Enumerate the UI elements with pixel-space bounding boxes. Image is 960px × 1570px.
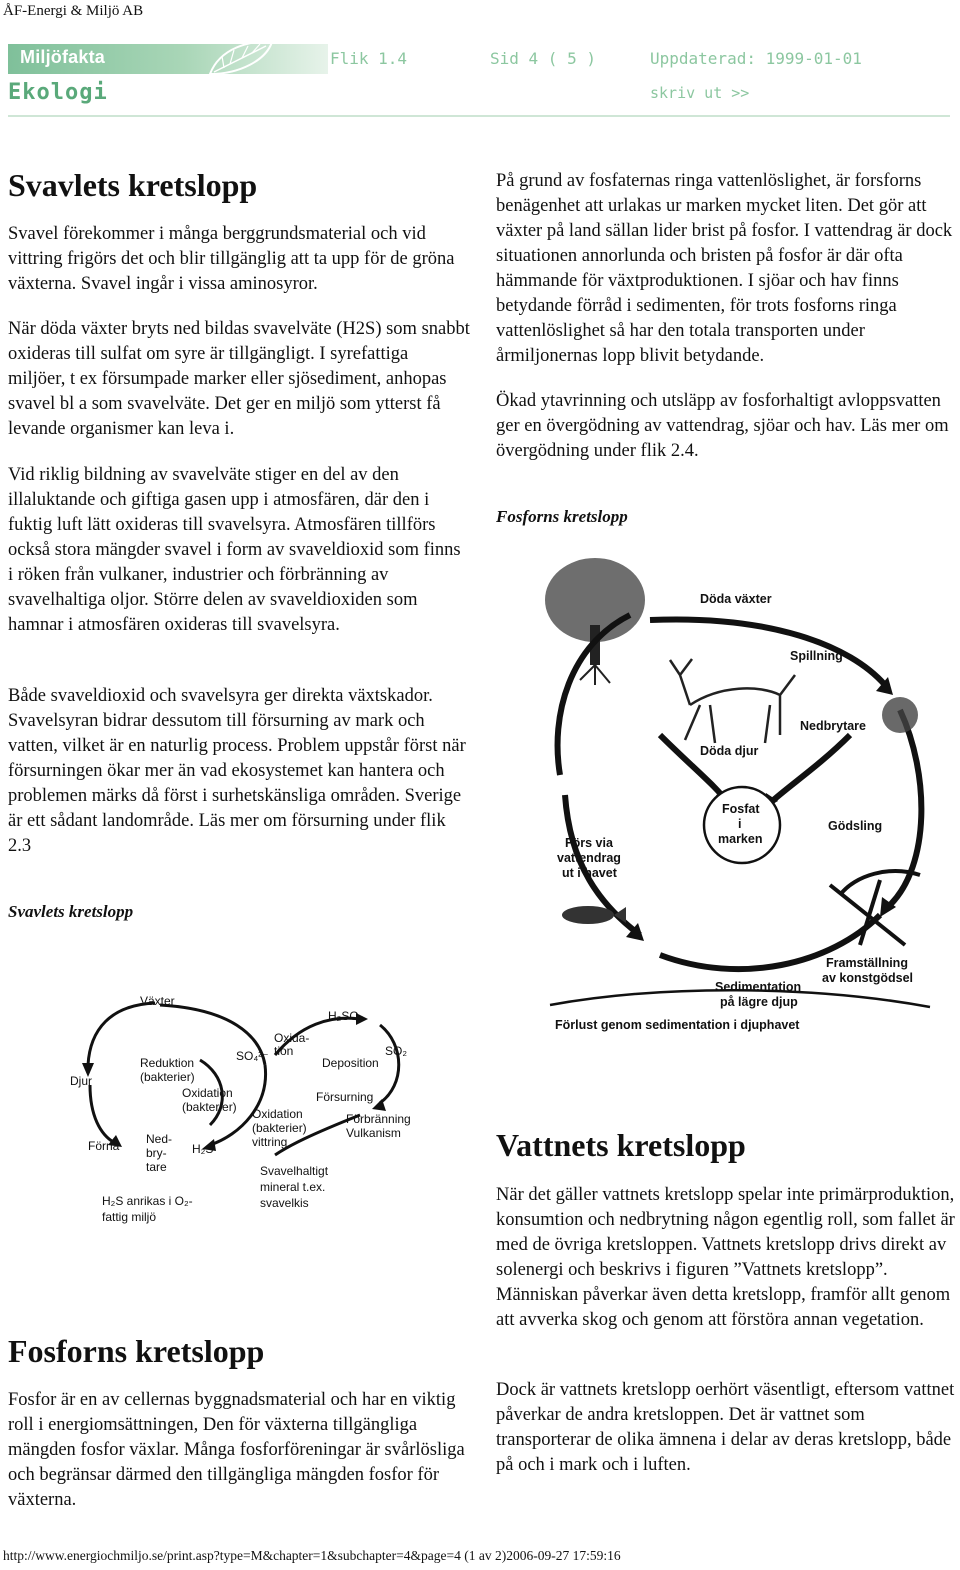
label-forbranning: Förbränning (346, 1112, 411, 1126)
label-reduktion: Reduktion (140, 1056, 195, 1070)
svavel-paragraph-1: Svavel förekommer i många berggrundsmaterial och vid vittring frigörs det och blir tillgänglig att ta upp för de gröna växterna. Svavel ingår i vissa aminosyror. (8, 224, 455, 294)
section-title: Ekologi (8, 80, 108, 105)
label-oxidation-b: (bakterier) (182, 1100, 237, 1114)
label-doda-vaxter: Döda växter (700, 592, 772, 606)
tree-icon (545, 558, 645, 685)
svavel-caption: Svavlets kretslopp (8, 902, 134, 921)
label-fors-a: Förs via (565, 836, 613, 850)
fosfor-paragraph-2: På grund av fosfaternas ringa vattenlöslighet, är forsforns benägenhet att urlakas ur marken mycket liten. Det gör att växter på land sällan lider brist på fosfor. I vattendrag är dock situationen annorlunda och bristen på fosfor är där ofta hämmande för växtproduktionen. I sjöar och hav finns betydande förråd i sedimenten, för trots fosforns ringa vattenlöslighet så har den totala transporten under årmiljonernas lopp blivit betydande. (496, 171, 953, 366)
label-oxidation-tion-a: Oxida- (274, 1031, 310, 1045)
vatten-paragraph-2: Dock är vattnets kretslopp oerhört väsentligt, eftersom vattnet påverkar de andra kretsloppen. Det är vattnet som transporterar de olika ämnena i delar av deras kretslopp, både på och i mark och i luften. (496, 1380, 955, 1475)
label-oxidation-a: Oxidation (182, 1086, 233, 1100)
label-fors-c: ut i havet (562, 866, 617, 880)
label-nedbrytare-a: Ned- (146, 1132, 173, 1146)
label-oxidation-tion-b: tion (274, 1044, 294, 1058)
label-fors-b: vattendrag (557, 851, 621, 865)
label-nedbrytare: Nedbrytare (800, 719, 866, 733)
label-h2s-anrikas-a: H₂S anrikas i O₂- (102, 1194, 193, 1208)
label-framst-a: Framställning (826, 956, 908, 970)
label-nedbrytare-c: tare (146, 1160, 167, 1174)
label-so2: SO₂ (385, 1044, 407, 1058)
fosfor-title: Fosforns kretslopp (8, 1333, 265, 1369)
vatten-title: Vattnets kretslopp (496, 1127, 746, 1163)
updated-date: Uppdaterad: 1999-01-01 (650, 49, 862, 68)
flik-label: Flik 1.4 (330, 49, 408, 68)
label-sed-b: på lägre djup (720, 995, 798, 1009)
company-name: ÅF-Energi & Miljö AB (3, 3, 144, 19)
label-mineral-b: mineral t.ex. (260, 1180, 326, 1194)
vatten-paragraph-1: När det gäller vattnets kretslopp spelar inte primärproduktion, konsumtion och nedbrytning någon egentlig roll, som fallet är med de övriga kretsloppen. Vattnets kretslopp drivs direkt av solenergi och beskrivs i figuren ”Vattnets kretslopp”. Människan påverkar även detta kretslopp, framför allt genom att avverka skog och genom att förstöra annan vegetation. (496, 1185, 955, 1330)
label-reduktion-bakterier: (bakterier) (140, 1070, 195, 1084)
label-fosfat-i: i (738, 817, 742, 831)
label-oxidation-vittring-c: vittring (252, 1135, 288, 1149)
label-godsling: Gödsling (828, 819, 883, 833)
fosfor-paragraph-1: Fosfor är en av cellernas byggnadsmaterial och har en viktig roll i energiomsättningen, Den för växterna tillgängliga mängden fosfor växlar. Många fosforföreningar är svårlösliga och begränsar därmed den tillgängliga mängden fosfor för växterna. (8, 1390, 465, 1510)
fosfor-paragraph-3: Ökad ytavrinning och utsläpp av fosforhaltigt avloppsvatten ger en övergödning av vattendrag, sjöar och hav. Läs mer om övergödning under flik 2.4. (496, 391, 949, 461)
svavel-paragraph-2: När döda växter bryts ned bildas svavelväte (H2S) som snabbt oxideras till sulfat om syre är tillgängligt. I syrefattiga miljöer, t ex försumpade marker eller sjösediment, anhopas svavel bl a som svavelväte. Det ger en miljö som ytterst få levande organismer kan leva i. (8, 319, 470, 439)
label-mineral-a: Svavelhaltigt (260, 1164, 329, 1178)
label-nedbrytare-b: bry- (146, 1146, 167, 1160)
header-divider (8, 115, 950, 117)
label-h2s: H₂S (192, 1142, 214, 1156)
svavel-diagram (60, 985, 430, 1230)
label-forsurning: Försurning (316, 1090, 374, 1104)
label-framst-b: av konstgödsel (822, 971, 913, 985)
deer-icon (670, 659, 795, 743)
label-sed-a: Sedimentation (715, 980, 802, 994)
label-fosfat-marken: marken (718, 832, 763, 846)
fosfor-caption: Fosforns kretslopp (496, 507, 628, 526)
svavel-title: Svavlets kretslopp (8, 167, 258, 203)
brand-title: Miljöfakta (20, 47, 106, 67)
svavel-paragraph-3: Vid riklig bildning av svavelväte stiger en del av den illaluktande och giftiga gasen upp i atmosfären, där den i fuktig luft lätt oxideras till svavelsyra. Atmosfären tillförs också stora mängder svavel i form av svaveldioxid som finns i röken från vulkaner, industrier och förbränning av svavelhaltiga oljor. Större delen av svaveldioxiden som hamnar i atmosfären oxideras till svavelsyra. (8, 465, 461, 635)
label-oxidation-vittring-a: Oxidation (252, 1107, 303, 1121)
print-link[interactable]: skriv ut >> (650, 84, 750, 102)
label-doda-djur: Döda djur (700, 744, 759, 758)
label-h2s-anrikas-b: fattig miljö (102, 1210, 157, 1224)
label-mineral-c: svavelkis (260, 1196, 309, 1210)
label-forna: Förna (88, 1139, 120, 1153)
leaf-icon (200, 38, 280, 76)
label-oxidation-vittring-b: (bakterier) (252, 1121, 307, 1135)
svavel-paragraph-4: Både svaveldioxid och svavelsyra ger direkta växtskador. Svavelsyran bidrar dessutom till försurning av mark och vatten, vilket är en naturlig process. Problem uppstår först när försurningen ökar mer än vad ekosystemet kan hantera och problemen märks då först i surhetskänsliga områden. Sverige är ett sådant landområde. Läs mer om försurning under flik 2.3 (8, 686, 466, 856)
page-indicator: Sid 4 ( 5 ) (490, 49, 596, 68)
label-fosfat: Fosfat (722, 802, 760, 816)
label-vaxter: Växter (140, 994, 175, 1008)
fish-icon (562, 906, 626, 924)
label-djur: Djur (70, 1074, 93, 1088)
label-forlust: Förlust genom sedimentation i djuphavet (555, 1018, 800, 1032)
label-h2so4: H₂SO₄ (328, 1009, 364, 1023)
fosfor-diagram (510, 545, 950, 1045)
footer-url: http://www.energiochmiljo.se/print.asp?type=M&chapter=1&subchapter=4&page=4 (1 av 2)2006-09-27 17:59:16 (3, 1548, 621, 1563)
label-deposition: Deposition (322, 1056, 379, 1070)
label-so4: SO₄²⁻ (236, 1049, 269, 1063)
label-spillning: Spillning (790, 649, 843, 663)
label-vulkanism: Vulkanism (346, 1126, 401, 1140)
